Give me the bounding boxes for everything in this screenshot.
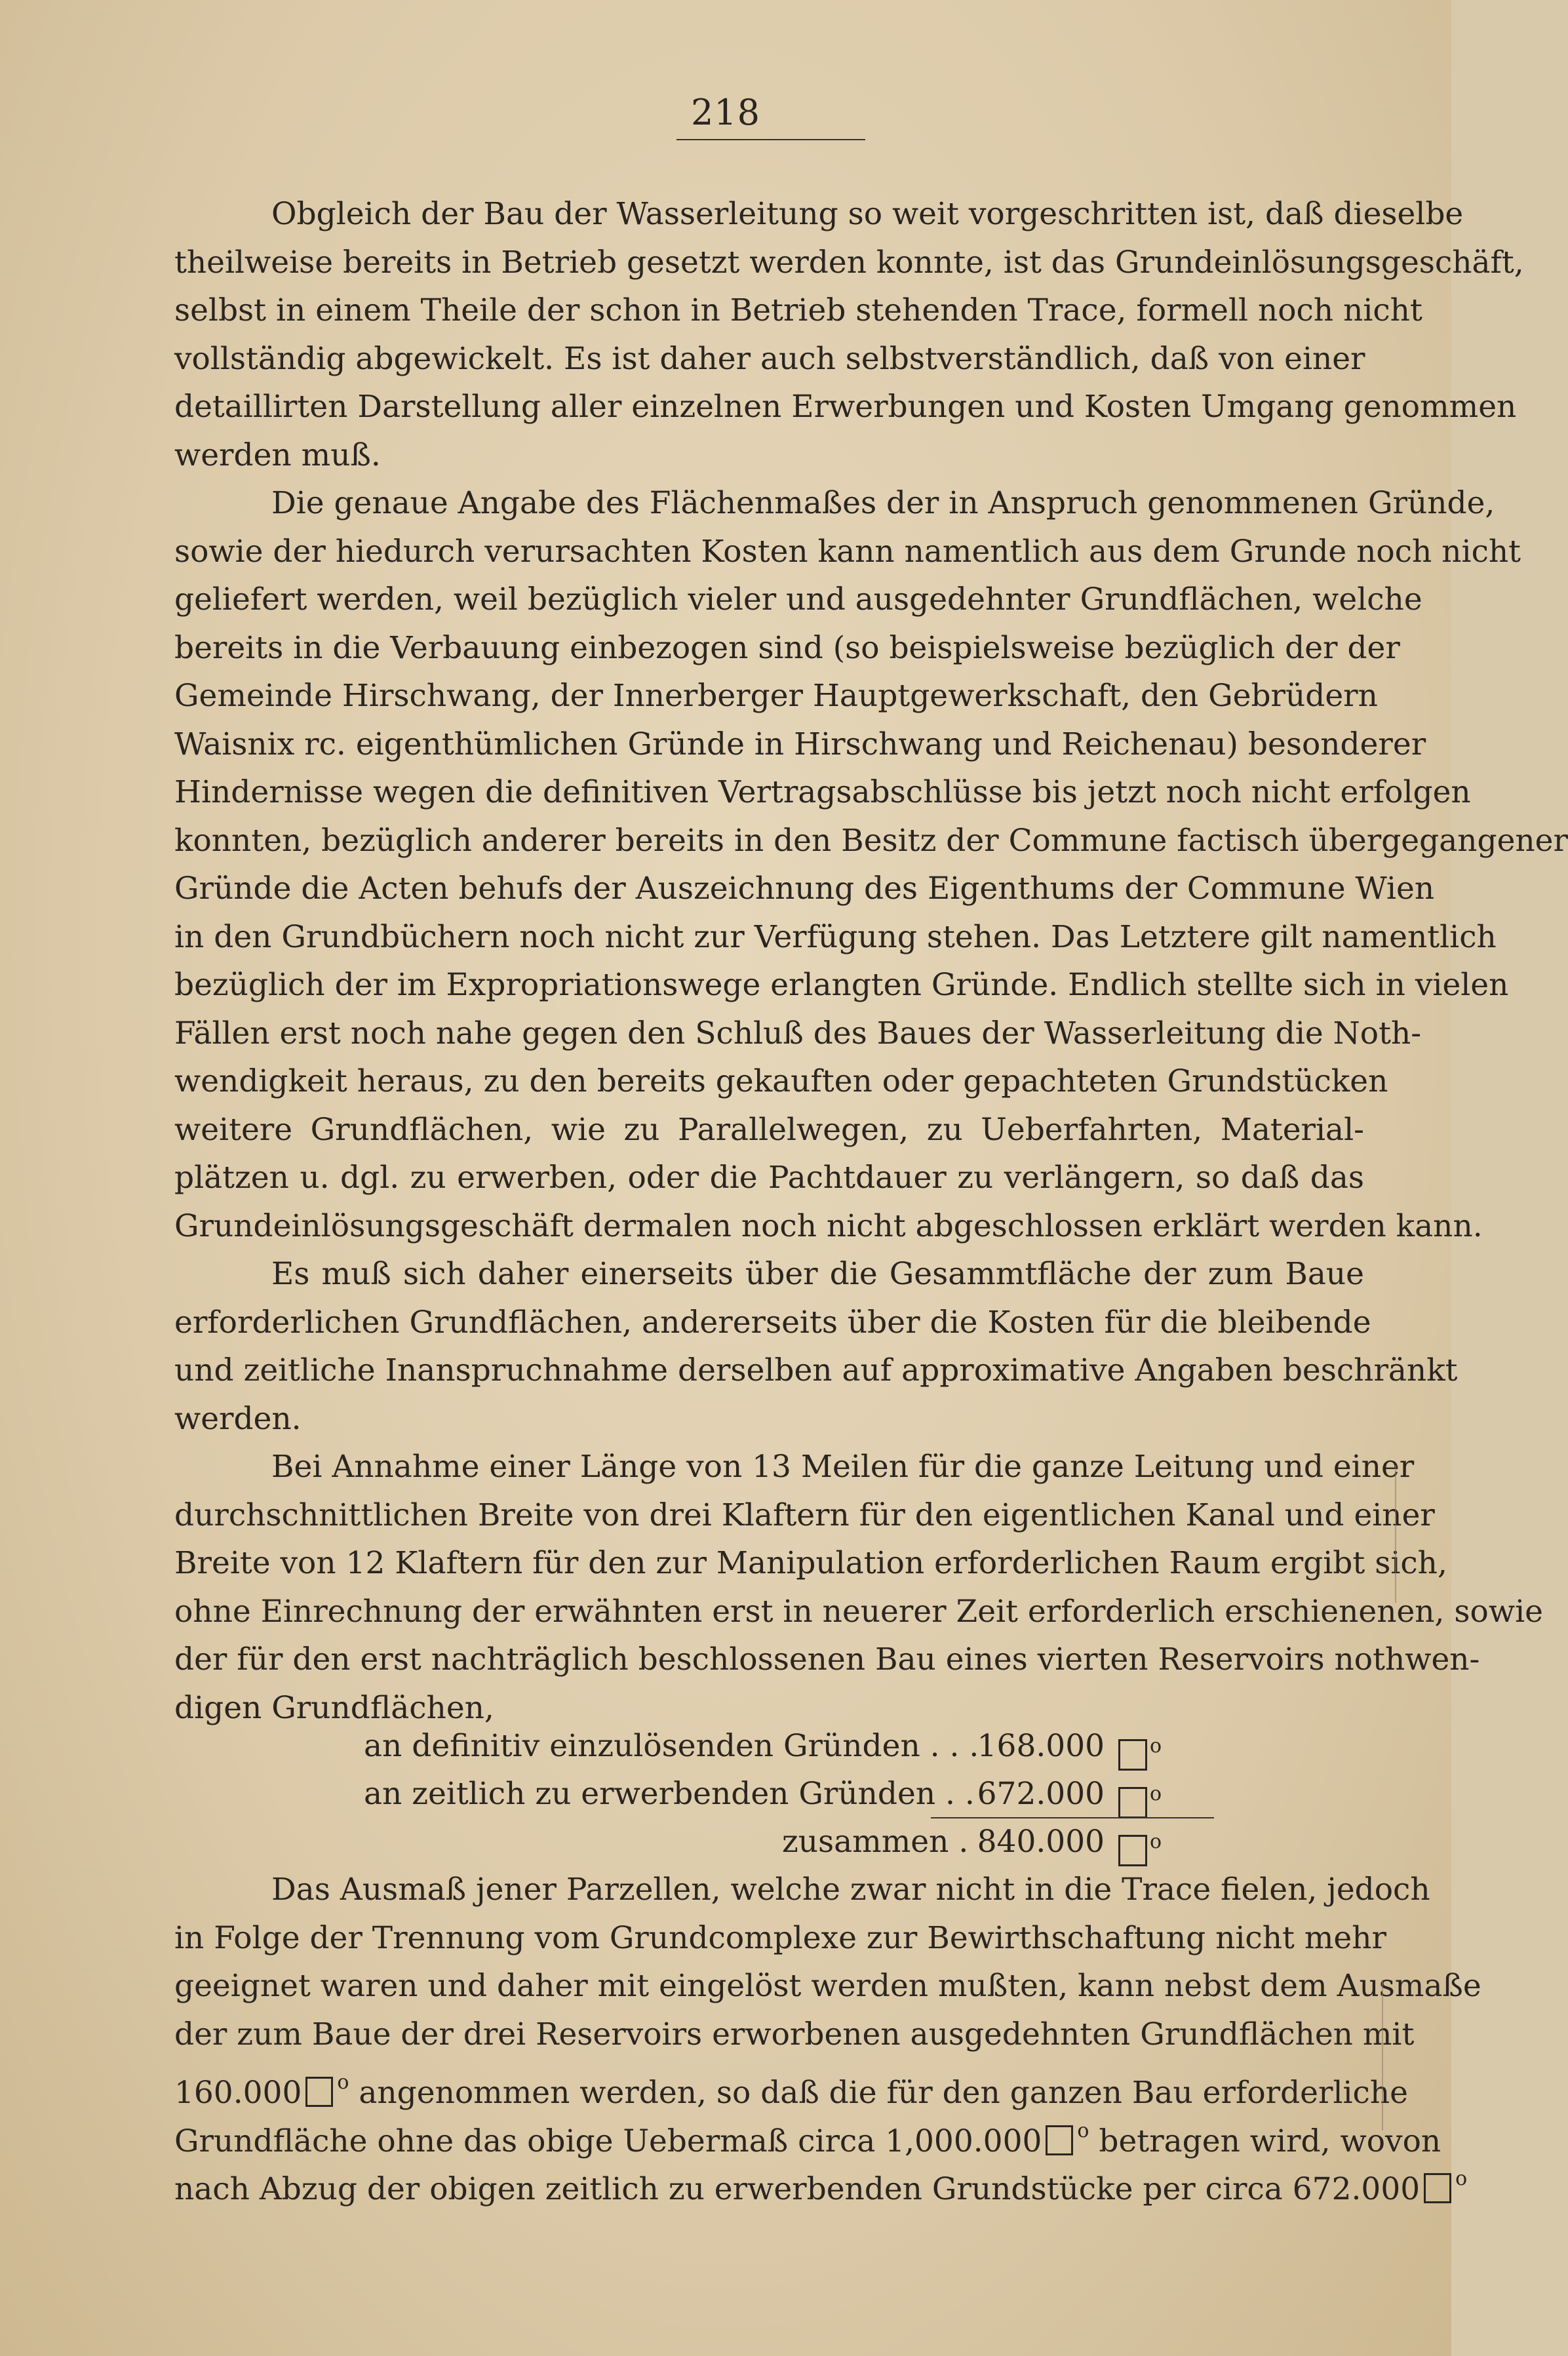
text-line: durchschnittlichen Breite von drei Klaftern für den eigentlichen Kanal und einer xyxy=(174,1497,1435,1533)
text-line: Die genaue Angabe des Flächenmaßes der in Anspruch genommenen Gründe, xyxy=(271,485,1495,521)
figure-label: zusammen . xyxy=(782,1824,969,1860)
figure-row-total xyxy=(0,1818,1451,1866)
text-line: selbst in einem Theile der schon in Betrieb stehenden Trace, formell noch nicht xyxy=(174,292,1422,328)
text-line: wendigkeit heraus, zu den bereits gekauften oder gepachteten Grundstücken xyxy=(174,1063,1388,1099)
degree-mark: o xyxy=(1150,1735,1162,1757)
text-line: werden muß. xyxy=(174,437,381,473)
figure-value: 672.000 xyxy=(977,1776,1105,1812)
figure-row xyxy=(0,1770,1451,1818)
text-line: weitere Grundflächen, wie zu Parallelwegen, zu Ueberfahrten, Material- xyxy=(174,1111,1364,1148)
text-line: bezüglich der im Expropriationswege erlangten Gründe. Endlich stellte sich in vielen xyxy=(174,967,1509,1003)
header-rule xyxy=(676,139,865,140)
text-line: Breite von 12 Klaftern für den zur Manipulation erforderlichen Raum ergibt sich, xyxy=(174,1545,1447,1581)
square-icon xyxy=(1424,2173,1451,2203)
text-line: der zum Baue der drei Reservoirs erworbenen ausgedehnten Grundflächen mit xyxy=(174,2016,1415,2052)
text-line: in den Grundbüchern noch nicht zur Verfügung stehen. Das Letztere gilt namentlich xyxy=(174,918,1497,955)
margin-pencil-mark xyxy=(1382,1980,1383,2130)
text-line: konnten, bezüglich anderer bereits in den Besitz der Commune factisch übergegangener xyxy=(174,822,1568,859)
text-line: werden. xyxy=(174,1400,302,1437)
text-line: ohne Einrechnung der erwähnten erst in neuerer Zeit erforderlich erschienenen, sowie xyxy=(174,1593,1543,1630)
text-line: geeignet waren und daher mit eingelöst werden mußten, kann nebst dem Ausmaße xyxy=(174,1968,1481,2004)
figure-label: an zeitlich zu erwerbenden Gründen . . xyxy=(364,1776,975,1812)
inline-text: angenommen werden, so daß die für den ganzen Bau erforderliche xyxy=(359,2075,1408,2111)
figure-value: 840.000 xyxy=(977,1824,1105,1860)
text-line: Das Ausmaß jener Parzellen, welche zwar nicht in die Trace fielen, jedoch xyxy=(271,1872,1430,1908)
page-number: 218 xyxy=(690,92,761,133)
text-line: Bei Annahme einer Länge von 13 Meilen für die ganze Leitung und einer xyxy=(271,1449,1415,1485)
text-line: Obgleich der Bau der Wasserleitung so weit vorgeschritten ist, daß dieselbe xyxy=(271,196,1464,232)
figure-value: 168.000 xyxy=(977,1728,1105,1764)
paragraph-5 xyxy=(174,1866,1481,2207)
text-line: digen Grundflächen, xyxy=(174,1689,494,1726)
square-icon xyxy=(1118,1835,1147,1866)
paragraph-4 xyxy=(174,1443,1543,1732)
text-line-with-unit xyxy=(174,2155,1468,2207)
degree-mark: o xyxy=(1077,2119,1089,2142)
paragraph-3 xyxy=(174,1250,1458,1443)
text-line: plätzen u. dgl. zu erwerben, oder die Pachtdauer zu verlängern, so daß das xyxy=(174,1160,1364,1196)
text-line: geliefert werden, weil bezüglich vieler und ausgedehnter Grundflächen, welche xyxy=(174,581,1422,618)
text-line: erforderlichen Grundflächen, andererseits über die Kosten für die bleibende xyxy=(174,1304,1371,1341)
degree-mark: o xyxy=(1455,2167,1468,2190)
text-line: in Folge der Trennung vom Grundcomplexe zur Bewirthschaftung nicht mehr xyxy=(174,1919,1386,1956)
inline-text: betragen wird, wovon xyxy=(1099,2123,1441,2159)
text-line: Es muß sich daher einerseits über die Gesammtfläche der zum Baue xyxy=(271,1256,1364,1292)
text-line: detaillirten Darstellung aller einzelnen Erwerbungen und Kosten Umgang genommen xyxy=(174,389,1517,425)
text-line: der für den erst nachträglich beschlossenen Bau eines vierten Reservoirs nothwen- xyxy=(174,1641,1480,1678)
text-line: Gemeinde Hirschwang, der Innerberger Hauptgewerkschaft, den Gebrüdern xyxy=(174,678,1378,714)
degree-mark: o xyxy=(1150,1830,1162,1853)
inline-text: Grundfläche ohne das obige Uebermaß circa 1,000.000 xyxy=(174,2123,1042,2159)
text-line: Fällen erst noch nahe gegen den Schluß des Baues der Wasserleitung die Noth- xyxy=(174,1015,1422,1051)
figure-label: an definitiv einzulösenden Gründen . . . xyxy=(364,1728,979,1764)
text-line: bereits in die Verbauung einbezogen sind (so beispielsweise bezüglich der der xyxy=(174,629,1400,666)
text-line: Gründe die Acten behufs der Auszeichnung des Eigenthums der Commune Wien xyxy=(174,871,1435,907)
text-line: und zeitliche Inanspruchnahme derselben auf approximative Angaben beschränkt xyxy=(174,1352,1458,1388)
degree-mark: o xyxy=(337,2071,349,2094)
square-icon xyxy=(305,2077,333,2107)
margin-pencil-mark xyxy=(1395,1465,1396,1603)
text-line: Grundeinlösungsgeschäft dermalen noch nicht abgeschlossen erklärt werden kann. xyxy=(174,1207,1483,1244)
square-icon xyxy=(1118,1787,1147,1818)
text-line-with-unit xyxy=(174,2107,1441,2159)
text-line: vollständig abgewickelt. Es ist daher auch selbstverständlich, daß von einer xyxy=(174,340,1365,377)
inline-value: 160.000 xyxy=(174,2075,302,2111)
text-line-with-unit xyxy=(174,2058,1408,2111)
square-icon xyxy=(1118,1739,1147,1771)
text-line: Waisnix rc. eigenthümlichen Gründe in Hirschwang und Reichenau) besonderer xyxy=(174,726,1426,762)
square-icon xyxy=(1046,2125,1073,2155)
text-line: theilweise bereits in Betrieb gesetzt werden konnte, ist das Grundeinlösungsgeschäft, xyxy=(174,244,1524,281)
text-line: Hindernisse wegen die definitiven Vertragsabschlüsse bis jetzt noch nicht erfolgen xyxy=(174,774,1471,810)
inline-text: nach Abzug der obigen zeitlich zu erwerbenden Grundstücke per circa 672.000 xyxy=(174,2171,1421,2207)
degree-mark: o xyxy=(1150,1782,1162,1805)
paragraph-1 xyxy=(174,190,1524,479)
figure-row xyxy=(0,1722,1451,1770)
text-line: sowie der hiedurch verursachten Kosten kann namentlich aus dem Grunde noch nicht xyxy=(174,533,1521,570)
paragraph-2 xyxy=(174,479,1568,1250)
